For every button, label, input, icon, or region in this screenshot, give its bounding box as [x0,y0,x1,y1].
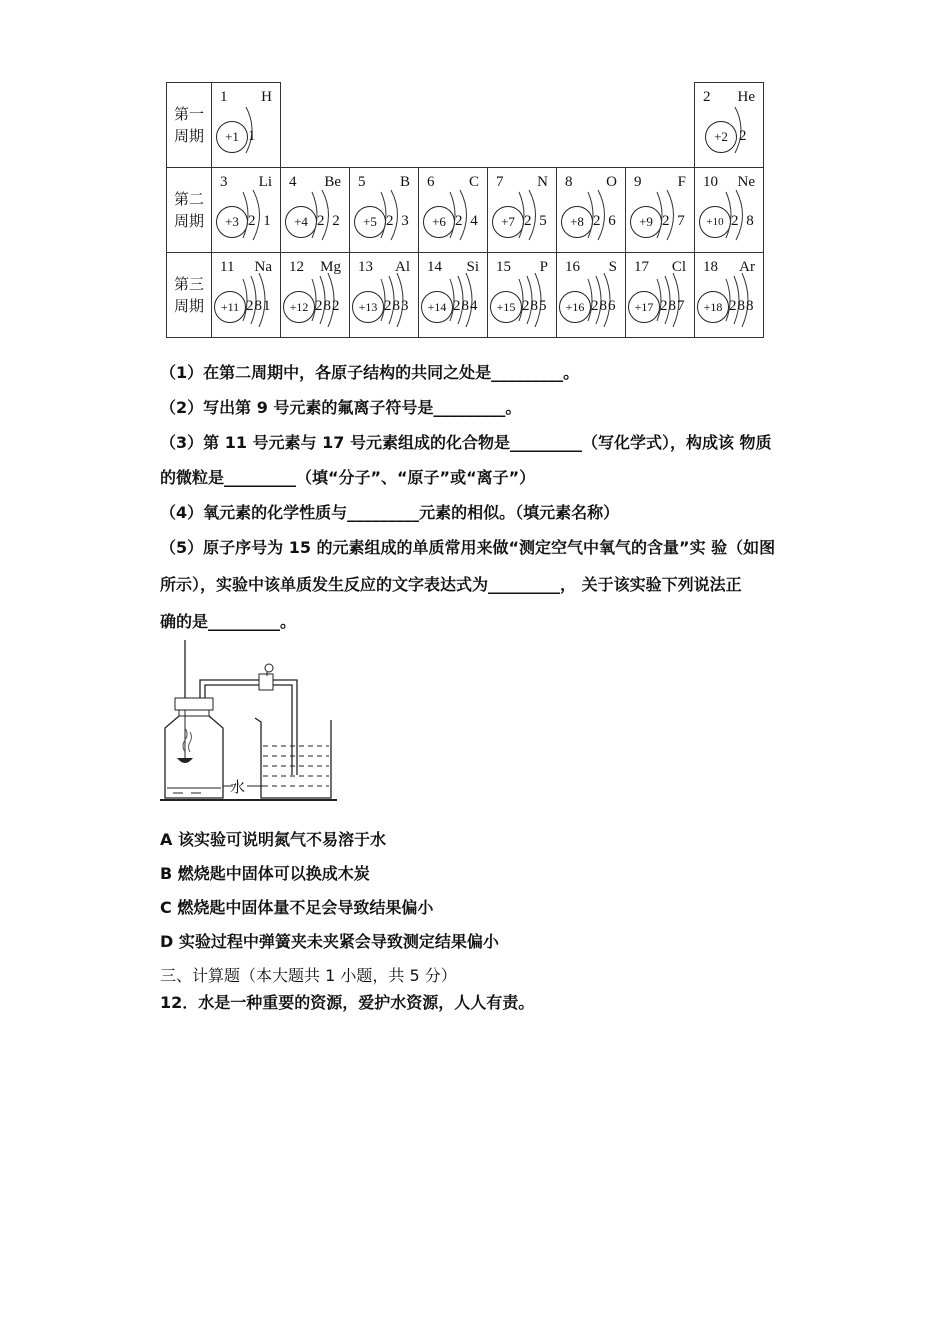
atomic-number: 4 [289,174,297,190]
element-cell [281,168,350,253]
element-cell [626,253,695,338]
element-symbol: Al [395,259,410,275]
electron-shells: 2 2 [317,213,342,229]
element-symbol: O [606,174,617,190]
option-a: A 该实验可说明氮气不易溶于水 [160,830,386,849]
nucleus-circle: +14 [421,291,453,323]
element-cell [557,253,626,338]
electron-shells: 2 4 [455,213,480,229]
nucleus-circle: +4 [285,206,317,238]
atomic-number: 6 [427,174,435,190]
question-5-line-2: 所示），实验中该单质发生反应的文字表达式为_________， 关于该实验下列说法正 [160,575,742,594]
element-symbol: Li [258,174,272,190]
period-label-text: 第三 周期 [173,275,204,315]
atomic-number: 2 [703,89,711,105]
nucleus-circle: +5 [354,206,386,238]
electron-shells: 1 [248,128,258,144]
electron-shells: 285 [522,298,548,314]
element-symbol: He [737,89,755,105]
nucleus-circle: +10 [699,206,731,238]
nucleus-circle: +12 [283,291,315,323]
element-cell [212,83,281,168]
element-symbol: Na [254,259,272,275]
question-2: （2）写出第 9 号元素的氟离子符号是_________。 [160,398,522,417]
nucleus-circle: +3 [216,206,248,238]
apparatus-figure [155,640,345,810]
element-symbol: P [539,259,548,275]
element-symbol: B [399,174,410,190]
question-1: （1）在第二周期中，各原子结构的共同之处是_________。 [160,363,580,382]
nucleus-circle: +18 [697,291,729,323]
atomic-number: 10 [703,174,718,190]
element-cell [350,168,419,253]
element-cell [695,168,764,253]
section-heading: 三、计算题（本大题共 1 小题，共 5 分） [160,966,457,985]
element-cell [488,168,557,253]
nucleus-circle: +17 [628,291,660,323]
element-symbol: Ne [737,174,755,190]
element-symbol: Cl [671,259,686,275]
element-cell [419,168,488,253]
nucleus-circle: +16 [559,291,591,323]
period-row-1 [167,83,764,168]
electron-shells: 287 [660,298,686,314]
element-symbol: Be [324,174,341,190]
nucleus-circle: +11 [214,291,246,323]
atomic-number: 16 [565,259,580,275]
atomic-number: 13 [358,259,373,275]
period-label-text: 第一 周期 [173,105,204,145]
period-label-1 [167,83,212,168]
element-cell [350,253,419,338]
electron-shells: 2 6 [593,213,618,229]
option-d: D 实验过程中弹簧夹未夹紧会导致测定结果偏小 [160,932,499,951]
period-row-3 [167,253,764,338]
periodic-table [166,82,764,338]
atomic-number: 5 [358,174,366,190]
element-symbol: Si [466,259,479,275]
electron-shells: 2 3 [386,213,411,229]
question-3-line-1: （3）第 11 号元素与 17 号元素组成的化合物是_________（写化学式），构成该 物质 [160,433,772,452]
question-12: 12．水是一种重要的资源，爱护水资源，人人有责。 [160,993,535,1012]
atomic-number: 11 [220,259,235,275]
atomic-number: 3 [220,174,228,190]
atomic-number: 1 [220,89,228,105]
element-cell [419,253,488,338]
question-4: （4）氧元素的化学性质与_________元素的相似。（填元素名称） [160,503,620,522]
period-label-3 [167,253,212,338]
atomic-number: 17 [634,259,649,275]
nucleus-circle: +13 [352,291,384,323]
option-c: C 燃烧匙中固体量不足会导致结果偏小 [160,898,434,917]
atomic-number: 7 [496,174,504,190]
electron-shells: 2 1 [248,213,273,229]
nucleus-circle: +2 [705,121,737,153]
atomic-number: 18 [703,259,718,275]
atomic-number: 9 [634,174,642,190]
electron-shells: 283 [384,298,410,314]
atomic-number: 15 [496,259,511,275]
electron-shells: 282 [315,298,341,314]
electron-shells: 288 [729,298,755,314]
element-symbol: C [468,174,479,190]
element-symbol: F [677,174,686,190]
electron-shells: 2 [739,128,749,144]
water-label: 水 [230,778,246,796]
electron-shells: 2 5 [524,213,549,229]
element-symbol: N [537,174,548,190]
electron-shells: 281 [246,298,272,314]
atomic-number: 14 [427,259,442,275]
element-cell [695,83,764,168]
question-5-line-1: （5）原子序号为 15 的元素组成的单质常用来做“测定空气中氧气的含量”实 验（如图 [160,538,776,557]
question-3-line-2: 的微粒是_________（填“分子”、“原子”或“离子”） [160,468,536,487]
atomic-number: 12 [289,259,304,275]
option-b: B 燃烧匙中固体可以换成木炭 [160,864,370,883]
nucleus-circle: +8 [561,206,593,238]
period-label-2 [167,168,212,253]
period-row-2 [167,168,764,253]
electron-shells: 284 [453,298,479,314]
element-symbol: S [608,259,617,275]
element-cell [281,253,350,338]
atomic-number: 8 [565,174,573,190]
electron-shells: 286 [591,298,617,314]
nucleus-circle: +6 [423,206,455,238]
electron-shells: 2 7 [662,213,687,229]
element-cell [212,168,281,253]
element-symbol: H [261,89,272,105]
element-cell [557,168,626,253]
element-cell [626,168,695,253]
nucleus-circle: +15 [490,291,522,323]
nucleus-circle: +7 [492,206,524,238]
electron-shells: 2 8 [731,213,756,229]
period-label-text: 第二 周期 [173,190,204,230]
element-cell [488,253,557,338]
element-symbol: Ar [739,259,755,275]
nucleus-circle: +1 [216,121,248,153]
element-symbol: Mg [320,259,341,275]
element-cell [212,253,281,338]
nucleus-circle: +9 [630,206,662,238]
question-5-line-3: 确的是_________。 [160,612,297,631]
element-cell [695,253,764,338]
